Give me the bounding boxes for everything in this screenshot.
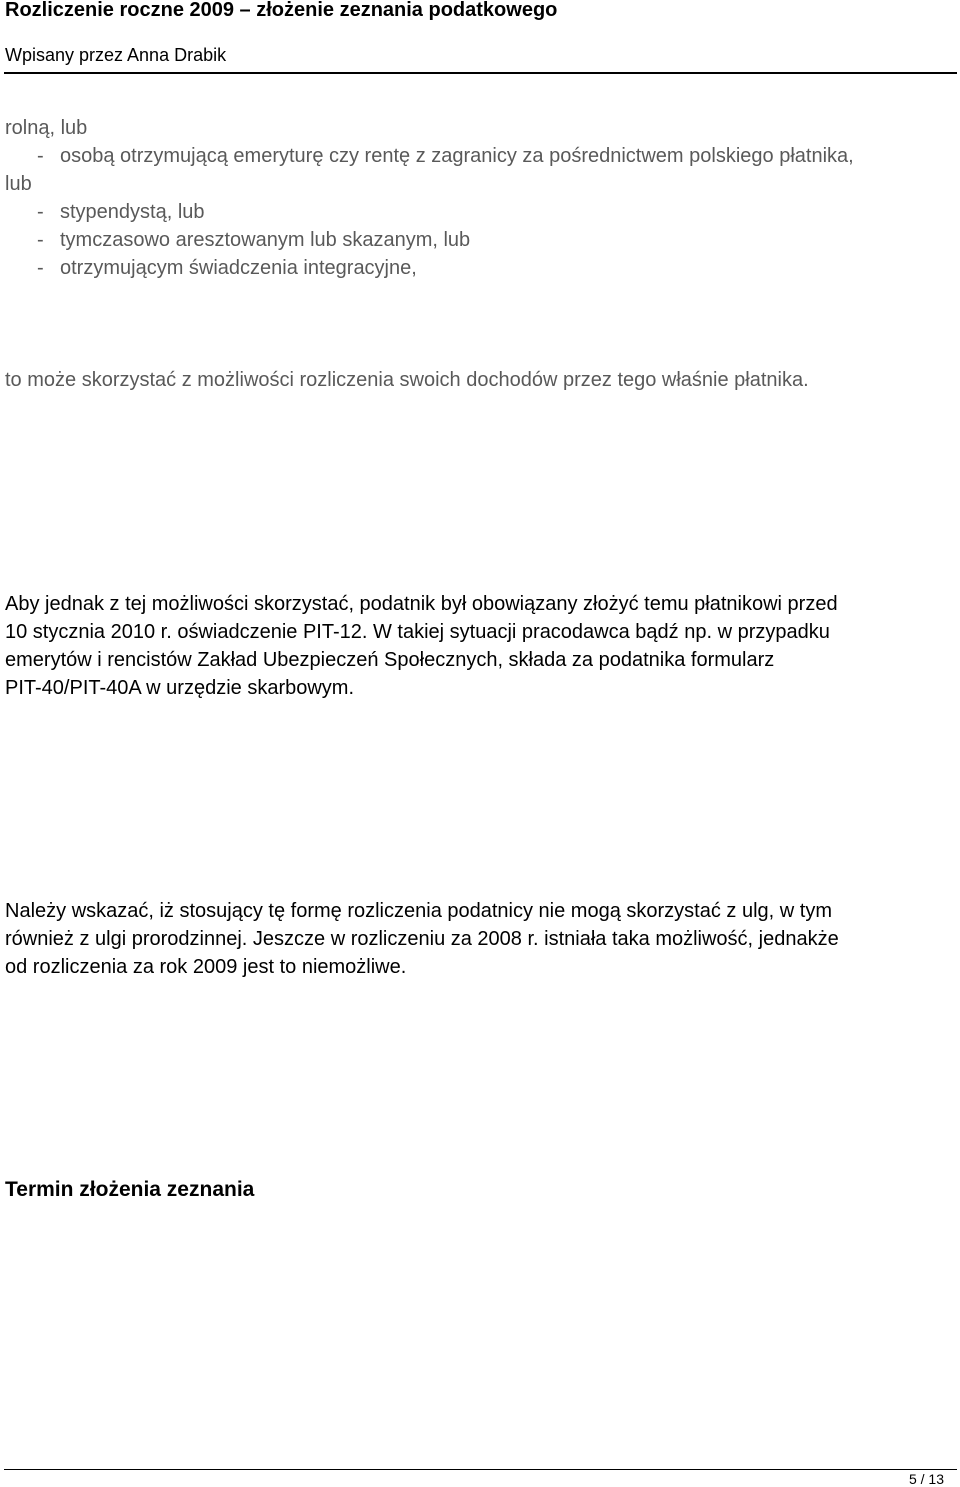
author-line: Wpisany przez Anna Drabik [5, 45, 227, 65]
paragraph-line: Należy wskazać, iż stosujący tę formę rozliczenia podatnicy nie mogą skorzystać z ulg, w tym [5, 900, 832, 922]
list-item-text: osobą otrzymującą emeryturę czy rentę z zagranicy za pośrednictwem polskiego płatnika, [60, 145, 854, 167]
list-item-text: tymczasowo aresztowanym lub skazanym, lub [60, 229, 471, 251]
list-dash: - [37, 201, 44, 223]
paragraph-line: 10 stycznia 2010 r. oświadczenie PIT-12. W takiej sytuacji pracodawca bądź np. w przypadku [5, 621, 830, 643]
list-intro: rolną, lub [5, 117, 88, 139]
section-heading: Termin złożenia zeznania [5, 1178, 255, 1201]
list-item-text: stypendystą, lub [60, 201, 205, 223]
paragraph: to może skorzystać z możliwości rozliczenia swoich dochodów przez tego właśnie płatnika. [5, 369, 809, 391]
list-item [0, 142, 960, 170]
footer-divider [4, 1469, 957, 1470]
page-number: 5 / 13 [908, 1471, 944, 1487]
list-item [0, 198, 960, 226]
paragraph-line: emerytów i rencistów Zakład Ubezpieczeń Społecznych, składa za podatnika formularz [5, 649, 775, 671]
list-dash: - [37, 229, 44, 251]
list-item-text: otrzymującym świadczenia integracyjne, [60, 257, 417, 279]
list-dash: - [37, 145, 44, 167]
document-title: Rozliczenie roczne 2009 – złożenie zeznania podatkowego [5, 0, 558, 21]
list-item [0, 254, 960, 282]
paragraph-line: od rozliczenia za rok 2009 jest to niemożliwe. [5, 956, 407, 978]
header-divider [4, 72, 957, 74]
list-dash: - [37, 257, 44, 279]
paragraph-line: Aby jednak z tej możliwości skorzystać, podatnik był obowiązany złożyć temu płatnikowi przed [5, 593, 838, 615]
paragraph-line: również z ulgi prorodzinnej. Jeszcze w rozliczeniu za 2008 r. istniała taka możliwość, jednakże [5, 928, 839, 950]
paragraph-line: PIT-40/PIT-40A w urzędzie skarbowym. [5, 677, 355, 699]
list-item [0, 226, 960, 254]
list-item-continuation: lub [5, 173, 32, 195]
